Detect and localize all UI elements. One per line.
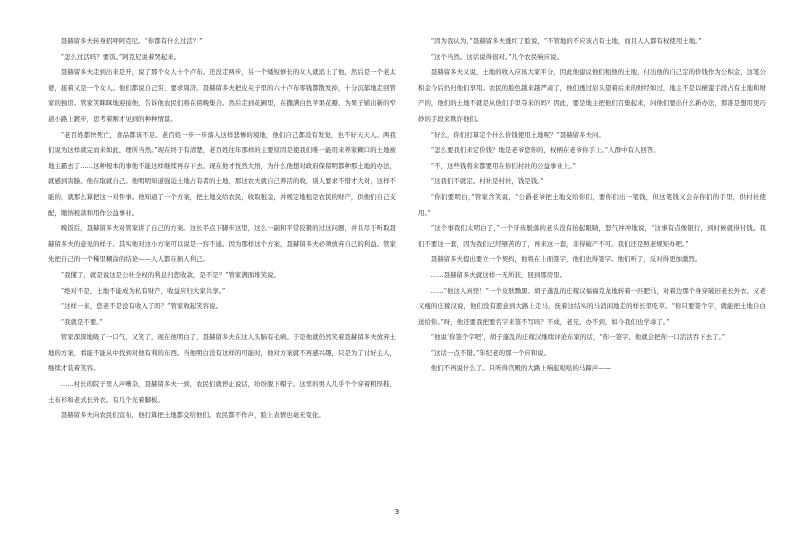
paragraph: “我就是不要。”: [60, 317, 103, 326]
paragraph: “怎么要我们来定价钱？地是老爷您你的，权柄在老爷你手上。”人群中有人回答。: [430, 146, 660, 155]
paragraph: “这个当然。这话说得很对。”几个农民响应说。: [430, 52, 564, 61]
paragraph: “因为我认为，”聂赫留多夫涨红了脸说，“不管地的不应该占有土地，而且人人都有权使用土地。”: [430, 37, 702, 45]
paragraph: “不，这些钱将来都要用在你们村社的公益事业上。”: [430, 161, 576, 170]
paragraph: 聂赫留多夫走到出来是开，说了那个女人十个卢布。还没走两步，另一个矮短修长的女人就追上了他，然后是一个老太婆，接着又是一个女人。他们都说自己穷，要求周济。聂赫留多夫把皮夹子里的六十卢布零钱都散发掉，十分沉郁地走回管家的独房。管家笑眯眯地迎接他，告诉他农民们将在傍晚集合。然后走到花圃里，在撒满白色苹果花瓣、为果子铺出新的窄道小路上踱步，思考着刚才见到的种种情景。: [48, 68, 396, 123]
paragraph: 他们不再说什么了。只听得宫殿的大路上响起哒哒的马蹄声——: [430, 364, 612, 373]
paragraph: “绝对不是，土地不能成为私有财产，收益应归大家共享。”: [60, 286, 226, 295]
paragraph: “我懂了，就是说这是公社全权的利息归您收款，是不是？”管家满面堆笑说。: [60, 270, 280, 279]
paragraph: “这样一来，您老不是没有收入了吗？”管家收起笑容说。: [60, 302, 223, 311]
paragraph: “这个事我们太明白了，”一个牙齿脱落的老头没有抬起眼睛，怒气冲冲地说，“这事有点像银行，到时候就得付钱。我们不要这一套，因为我们已经够苦的了，再来这一套，非得破产不可。我们还是照老规矩办吧。”: [418, 224, 766, 248]
paragraph: “怎么过活吗？要饭。”阿克尼说着哭起来。: [60, 52, 181, 61]
paragraph: “好么，你们打算定个什么价钱使用土地呢？”聂赫留多夫问。: [430, 130, 605, 139]
paragraph: 管家深深地吸了一口气，又笑了，现在他明白了，聂赫留多夫在这人头脑有毛病。于是他就仍然笑着聂赫留多夫放弃土地的方案，看能不能从中找到对他有利的东西。当他明白没有这样的可能时，他对方案就不再感兴趣，只是为了讨好主人，继续才装着笑容。: [48, 333, 396, 373]
paragraph: ……“他这人真怪！”一个皮肤黝黑、胡子蓬乱的庄稼汉福福克龙地转着一匹肥马，对着边那个身穿破旧老长外衣、又老又瘦的庄稼汉说，他们没有愿意到大路上走马，抚着这结实的马消闲地走的样长里吃草。“你只要签个字，就能把土地自白送给你。”呀，他还要我把要名字来签不写吗？不成，老兄，办不到，如今我们也学乖了。”: [418, 286, 766, 326]
paragraph: 晚饭后，聂赫留多夫对管家讲了自己的方案。这长半点下脚步这里，这么一副和平常狡猾的过这问题，并且尽于听取聂赫留多夫的意见的样子。其实他对这小方案可以说是一窍不通。因为那样这个方案，聂赫留多夫必须放弃自己的利益。管家先把自己的一个稀里糊涂的结论——人人都在损人利己。: [48, 224, 396, 264]
paragraph: “老百姓都快死亡，食品都该不足。老百姓一步一步落入这样悲惨的境地，他们自己都没有发觉，也不好天天人。两我们说为这样就完而来如此，理所当然。”现在终于有清楚，老百姓往年那样的主要原因是使我们唯一能用来养家糊口的土地被地主霸去了……这种根本的事他不能这样继续再存下去。现在他才恍然大悟，为什么他想对政府保留明都种那土地的办法，就感到害臊。他在取就自己。他明明知道强迫土地占有者的土地，那这农夫就自己养活的收，别人要求不惜才大对，这样不能的，就那么算把这一对件事。他知道了一个方案，把土地交给农民，收取租金，并规定地租是农民的财产，供他们自己支配，缴纳税款和用作公益事业。: [48, 130, 396, 217]
paragraph: “你们要明白，”管家含笑说，“公爵老爷把土地交给你们，要你们出一笔钱，但这笔钱又会存你们的手里，供村社使用。”: [418, 192, 766, 217]
paragraph: ……村长的院子里人声嘈杂，聂赫留多夫一到，农民们就停止说话，纷纷脱下帽子。这里的男人几乎个个穿着粗厚鞋、土布衫和老式长外衣。有几个光着脚板。: [48, 380, 396, 404]
paragraph: 聂赫留多夫提出要立一个契约，他将在上面签字，他们也得签字。他们听了，反对得更加激烈。: [430, 255, 702, 264]
paragraph: 聂赫留多夫向农民们宣布，他打算把土地都交给他们。农民都不作声，脸上表情也毫无变化。: [60, 411, 325, 420]
page-number: 3: [394, 508, 400, 516]
left-column: [48, 34, 396, 424]
right-column: [418, 34, 766, 377]
paragraph: 聂赫留多夫转身招呼阿克尼。“你都有什么过活？”: [60, 37, 203, 45]
paragraph: “这我们不就定。村社是村社，钱是钱。”: [430, 177, 544, 186]
paragraph: 聂赫留多夫又说，土地的收入应该大家平分，因此他建议他们租他的土地，付出他的自己定的价钱作为公积金，这笔公积金今后仍归他们享用。农民的脸色越来越严肃了，他们透过眉头望着后来的财经如过，地主不是以横蛮手段占有土地和财产的，他们的土地不就是从他们手里夺来的吗？因此，要是地主把他们召集起来，问他们要出什么新办法，那准是想用更巧妙的手段来欺诈他们。: [418, 68, 766, 123]
paragraph: ……聂赫留多夫就这样一无所获，回到那房里。: [430, 270, 567, 279]
paragraph: “他说‘你签个字吧’，胡子蓬乱的庄稼汉继续评论东家的话，“你一签字，他就会把你一口活活吞下去了。”: [430, 333, 726, 342]
paragraph: “这话一点不错。”年纪老的那一个应和说。: [430, 348, 551, 357]
